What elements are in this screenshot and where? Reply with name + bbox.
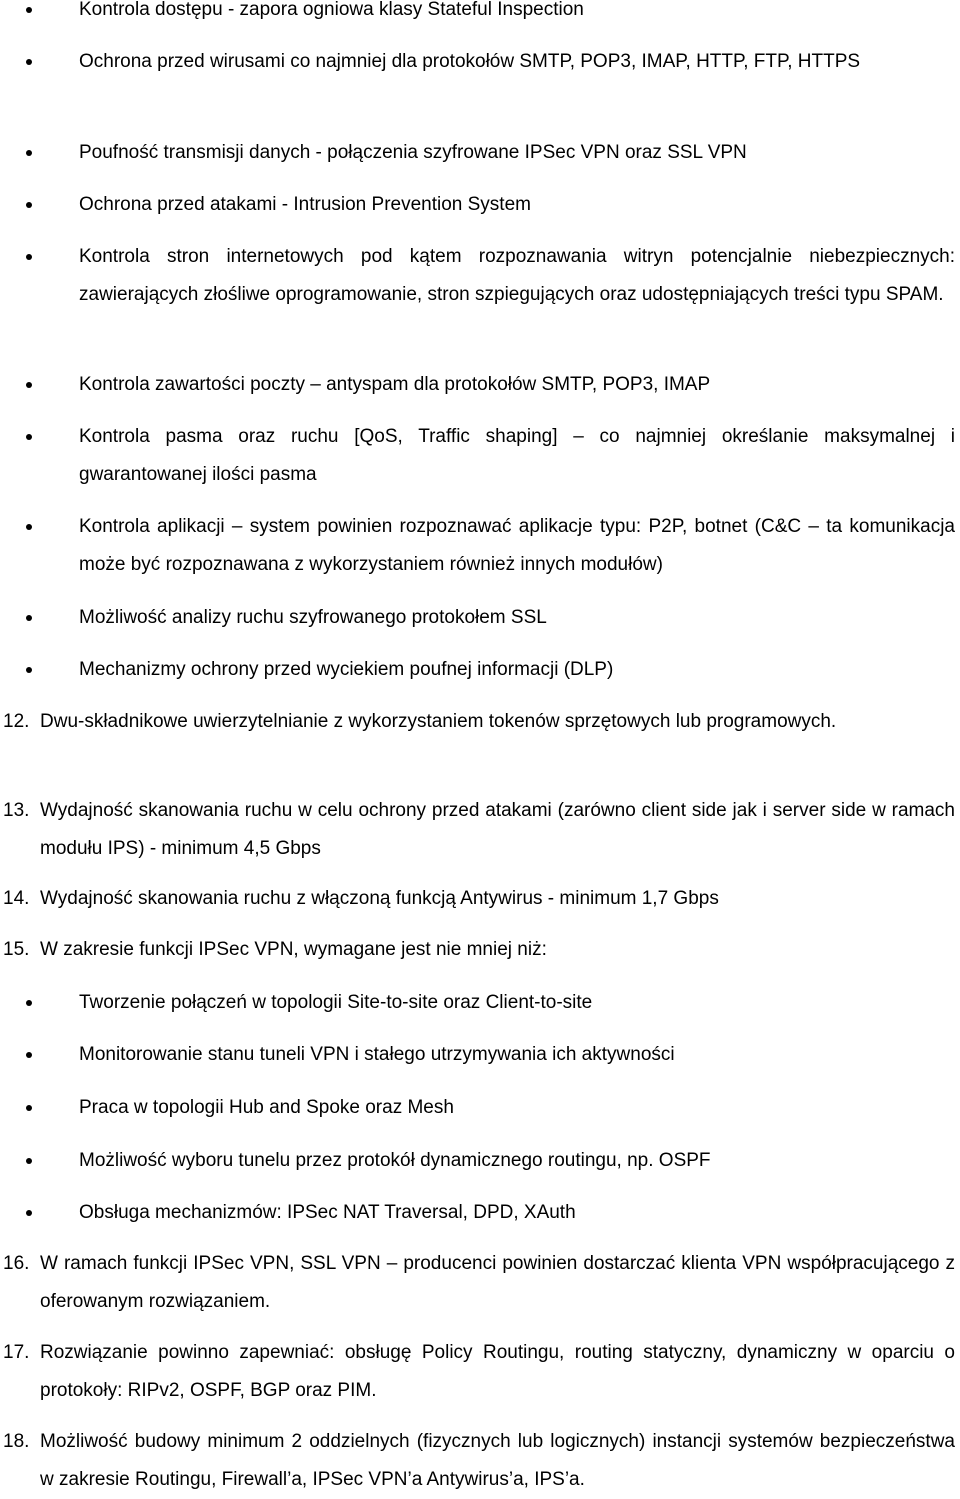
- item-number: 13.: [3, 800, 30, 821]
- bullet-icon: [26, 382, 32, 388]
- item-number: 12.: [3, 711, 30, 732]
- bullet-icon: [26, 1105, 32, 1111]
- bullet-icon: [26, 1210, 32, 1216]
- bullet-icon: [26, 1052, 32, 1058]
- bullet-icon: [26, 524, 32, 530]
- list-item-text: Kontrola aplikacji – system powinien rozpoznawać aplikacje typu: P2P, botnet (C&C – ta komunikacja może być rozpoznawana z wykorzystaniem również innych modułów): [79, 516, 955, 575]
- item-text: Wydajność skanowania ruchu z włączoną funkcją Antywirus - minimum 1,7 Gbps: [40, 888, 719, 909]
- item-number: 14.: [3, 888, 30, 909]
- list-item-text: Monitorowanie stanu tuneli VPN i stałego utrzymywania ich aktywności: [79, 1044, 675, 1065]
- item-number: 18.: [3, 1431, 30, 1452]
- item-text: W ramach funkcji IPSec VPN, SSL VPN – producenci powinien dostarczać klienta VPN współpracującego z oferowanym rozwiązaniem.: [40, 1253, 955, 1312]
- bullet-icon: [26, 7, 32, 13]
- list-item-text: Możliwość wyboru tunelu przez protokół dynamicznego routingu, np. OSPF: [79, 1150, 711, 1171]
- bullet-icon: [26, 59, 32, 65]
- item-number: 16.: [3, 1253, 30, 1274]
- list-item-text: Możliwość analizy ruchu szyfrowanego protokołem SSL: [79, 607, 547, 628]
- item-text: W zakresie funkcji IPSec VPN, wymagane jest nie mniej niż:: [40, 939, 547, 960]
- list-item-text: Kontrola stron internetowych pod kątem rozpoznawania witryn potencjalnie niebezpiecznych: zawierających złośliwe oprogramowanie, stron szpiegujących oraz udostępniających treści typu SPAM.: [79, 246, 955, 305]
- bullet-icon: [26, 615, 32, 621]
- bullet-icon: [26, 1000, 32, 1006]
- item-text: Wydajność skanowania ruchu w celu ochrony przed atakami (zarówno client side jak i server side w ramach modułu IPS) - minimum 4,5 Gbps: [40, 800, 955, 859]
- list-item-text: Tworzenie połączeń w topologii Site-to-site oraz Client-to-site: [79, 992, 593, 1013]
- bullet-icon: [26, 434, 32, 440]
- bullet-icon: [26, 1158, 32, 1164]
- item-text: Możliwość budowy minimum 2 oddzielnych (fizycznych lub logicznych) instancji systemów bezpieczeństwa w zakresie Routingu, Firewall’a, IPSec VPN’a Antywirus’a, IPS’a.: [40, 1431, 955, 1490]
- bullet-icon: [26, 202, 32, 208]
- list-item-text: Ochrona przed wirusami co najmniej dla protokołów SMTP, POP3, IMAP, HTTP, FTP, HTTPS: [79, 51, 861, 72]
- list-item-text: Praca w topologii Hub and Spoke oraz Mesh: [79, 1097, 454, 1118]
- item-number: 15.: [3, 939, 30, 960]
- item-text: Dwu-składnikowe uwierzytelnianie z wykorzystaniem tokenów sprzętowych lub programowych.: [40, 711, 837, 732]
- item-text: Rozwiązanie powinno zapewniać: obsługę Policy Routingu, routing statyczny, dynamiczny w oparciu o protokoły: RIPv2, OSPF, BGP oraz PIM.: [40, 1342, 955, 1401]
- bullet-icon: [26, 667, 32, 673]
- bullet-icon: [26, 150, 32, 156]
- list-item-text: Kontrola zawartości poczty – antyspam dla protokołów SMTP, POP3, IMAP: [79, 374, 711, 395]
- list-item-text: Mechanizmy ochrony przed wyciekiem poufnej informacji (DLP): [79, 659, 614, 680]
- list-item-text: Poufność transmisji danych - połączenia szyfrowane IPSec VPN oraz SSL VPN: [79, 142, 747, 163]
- bullet-icon: [26, 254, 32, 260]
- list-item-text: Ochrona przed atakami - Intrusion Prevention System: [79, 194, 531, 215]
- list-item-text: Kontrola pasma oraz ruchu [QoS, Traffic shaping] – co najmniej określanie maksymalnej i gwarantowanej ilości pasma: [79, 426, 955, 485]
- list-item-text: Kontrola dostępu - zapora ogniowa klasy Stateful Inspection: [79, 0, 584, 20]
- item-number: 17.: [3, 1342, 30, 1363]
- list-item-text: Obsługa mechanizmów: IPSec NAT Traversal, DPD, XAuth: [79, 1202, 576, 1223]
